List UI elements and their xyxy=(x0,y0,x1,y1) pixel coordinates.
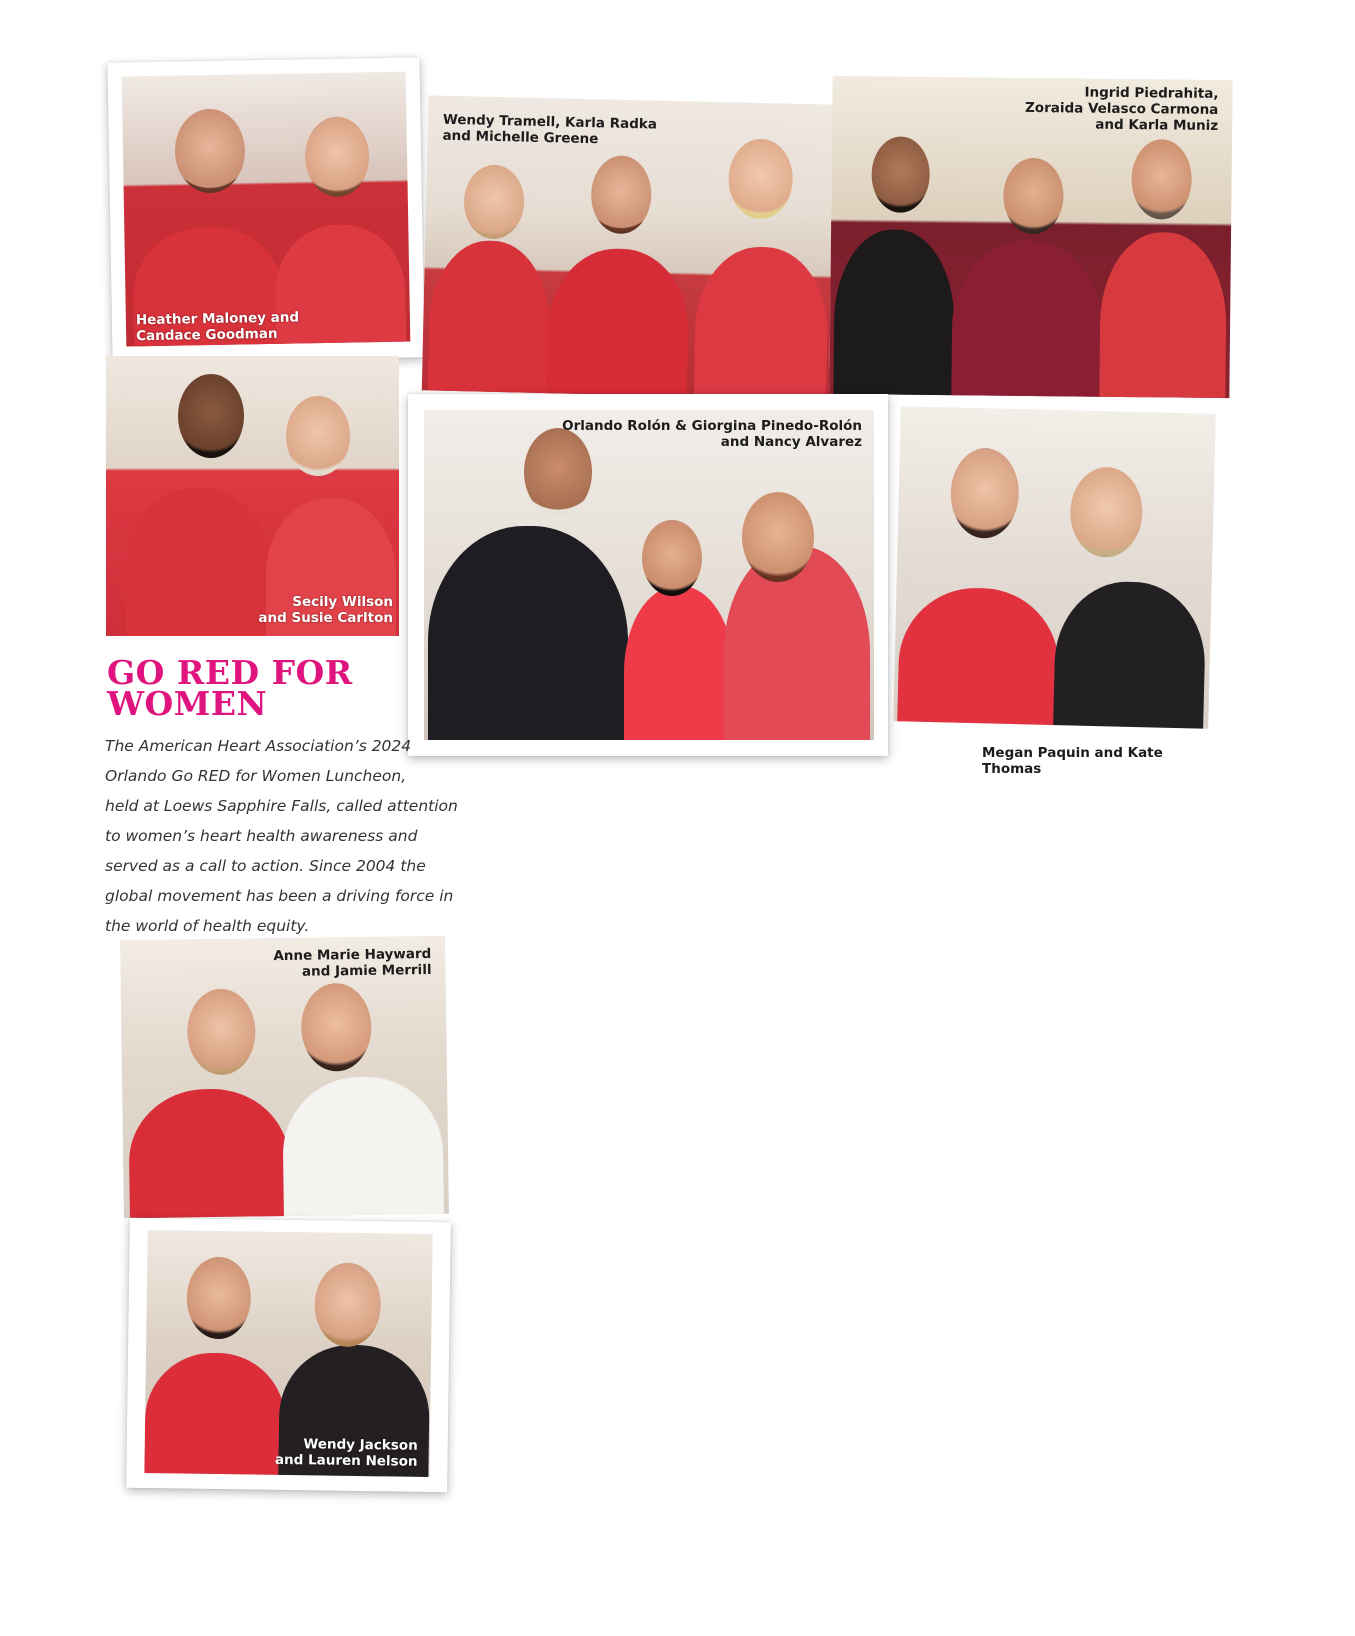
photo-frame-wilson-carlton xyxy=(106,356,399,636)
caption-hayward-merrill: Anne Marie Hayward and Jamie Merrill xyxy=(273,945,432,980)
photo-paquin-thomas xyxy=(893,406,1216,729)
article-title: GO RED FOR WOMEN xyxy=(107,653,353,723)
photo-frame-maloney-goodman xyxy=(107,57,424,362)
caption-maloney-goodman: Heather Maloney and Candace Goodman xyxy=(135,309,300,345)
photo-frame-rolon-alvarez xyxy=(408,394,888,756)
caption-jackson-nelson: Wendy Jackson and Lauren Nelson xyxy=(274,1436,418,1470)
caption-tramell-radka-greene: Wendy Tramell, Karla Radka and Michelle Greene xyxy=(442,111,658,148)
article-intro: The American Heart Association’s 2024 Orlando Go RED for Women Luncheon, held at Loews Sapphire Falls, called attention to women’s heart health awareness and served as a call to action. Since 2004 the global movement has been a driving force in the world of health equity. xyxy=(105,737,458,935)
caption-piedrahita-carmona-muniz: Ingrid Piedrahita, Zoraida Velasco Carmona and Karla Muniz xyxy=(1024,84,1219,134)
photo-frame-piedrahita-carmona-muniz xyxy=(829,76,1232,398)
photo-frame-tramell-radka-greene xyxy=(422,95,839,404)
photo-frame-jackson-nelson xyxy=(126,1218,451,1492)
caption-wilson-carlton: Secily Wilson and Susie Carlton xyxy=(258,594,393,626)
caption-paquin-thomas: Megan Paquin and Kate Thomas xyxy=(982,745,1163,777)
photo-frame-paquin-thomas xyxy=(893,406,1216,729)
photo-maloney-goodman xyxy=(122,72,411,347)
caption-rolon-alvarez: Orlando Rolón & Giorgina Pinedo-Rolón and Nancy Alvarez xyxy=(562,418,862,450)
photo-frame-hayward-merrill xyxy=(120,936,449,1219)
photo-rolon-alvarez xyxy=(424,410,874,740)
